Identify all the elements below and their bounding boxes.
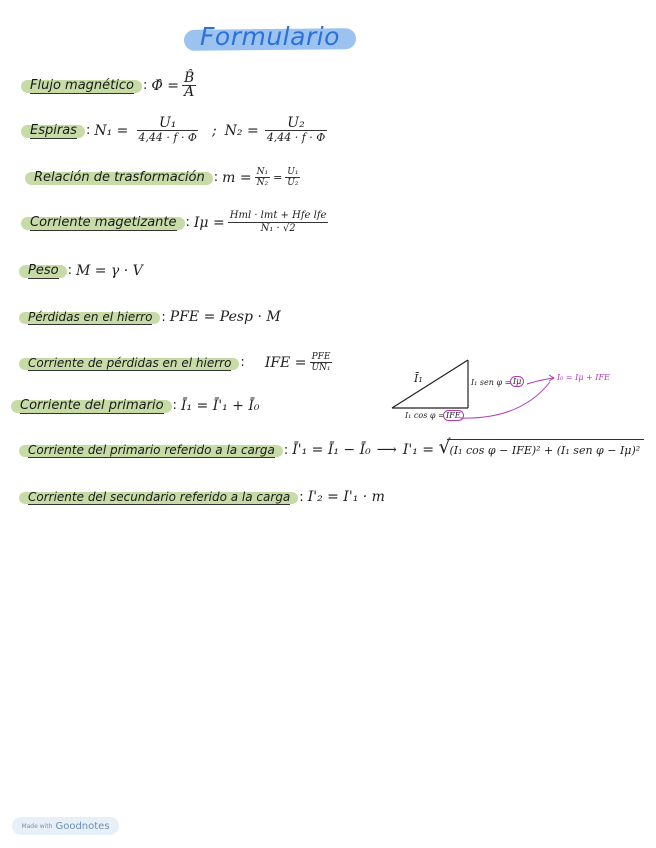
relacion-fraction-u: $\frac{\text{U₁}}{\text{U₂}}$	[287, 167, 299, 188]
espiras-fraction-2: U₂ 4,44 · f · Φ	[266, 115, 326, 144]
formula-row-corriente-sec-ref: Corriente del secundario referido a la carga : I'₂ = I'₁ · m	[22, 489, 385, 505]
formula-row-relacion: Relación de trasformación : m = $\frac{\text{N₁}}{\text{N₂}}$ = $\frac{\text{U₁}}{\text{U₂}}$	[28, 167, 303, 188]
page-title: Formulario	[200, 22, 340, 51]
i0-annotation: I₀ = Iμ + IFE	[557, 373, 610, 382]
flujo-fraction: $\frac{B̂}{A}$	[184, 70, 195, 100]
sqrt-expression: √ (I₁ cos φ − IFE)² + (I₁ sen φ − Iμ)²	[438, 442, 640, 458]
title-banner	[184, 22, 356, 50]
right-side-label: I₁ sen φ =	[471, 378, 512, 387]
label-relacion: Relación de trasformación	[28, 169, 212, 186]
phi-symbol: Φ̂	[151, 77, 163, 94]
formula-row-corriente-perd: Corriente de pérdidas en el hierro : IFE = PFE UN₁	[22, 352, 336, 373]
formula-row-corriente-mag: Corriente magetizante : Iμ = Hml · lmt + Hfe lfe N₁ · √2	[24, 210, 331, 235]
formula-row-espiras: Espiras : N₁ = U₁ 4,44 · f · Φ ; N₂ = U₂ 4,44 · f · Φ	[24, 117, 330, 144]
annotation-arrows	[440, 372, 560, 422]
relacion-fraction-n: $\frac{\text{N₁}}{\text{N₂}}$	[256, 167, 269, 188]
label-corriente-prim-ref: Corriente del primario referido a la carga	[22, 442, 282, 458]
formula-row-perdidas: Pérdidas en el hierro : PFE = Pesp · M	[22, 309, 281, 325]
made-with-text: Made with	[21, 822, 53, 830]
formula-row-flujo: Flujo magnético : Φ̂ = $\frac{B̂}{A}$	[24, 72, 199, 99]
goodnotes-logo: Goodnotes	[55, 820, 110, 832]
peso-formula: M = γ · V	[75, 262, 143, 279]
hyp-label: Ī₁	[414, 372, 423, 385]
formula-row-corriente-prim: Corriente del primario : Ī₁ = Ī'₁ + Ī₀	[14, 397, 259, 414]
imu-circle: Iμ	[510, 376, 524, 387]
formula-row-corriente-prim-ref: Corriente del primario referido a la carga : Ī'₁ = Ī₁ − Ī₀ ⟶ I'₁ = √ (I₁ cos φ − IFE)² + (I₁ sen φ − Iμ)²	[22, 442, 640, 458]
ife-circle: IFE	[443, 410, 464, 421]
corriente-prim-formula: Ī₁ = Ī'₁ + Ī₀	[180, 397, 260, 414]
bottom-side-label: I₁ cos φ =	[405, 411, 445, 420]
label-peso: Peso	[22, 262, 66, 279]
perdidas-formula: PFE = Pesp · M	[169, 309, 281, 325]
corriente-mag-fraction: Hml · lmt + Hfe lfe N₁ · √2	[229, 210, 327, 234]
corriente-sec-ref-formula: I'₂ = I'₁ · m	[307, 489, 385, 505]
goodnotes-badge[interactable]	[12, 817, 119, 835]
espiras-fraction-1: U₁ 4,44 · f · Φ	[138, 115, 197, 144]
label-perdidas: Pérdidas en el hierro	[22, 309, 159, 325]
label-corriente-prim: Corriente del primario	[14, 397, 171, 414]
label-corriente-perd: Corriente de pérdidas en el hierro	[22, 355, 238, 371]
label-espiras: Espiras	[24, 122, 84, 139]
formula-row-peso: Peso : M = γ · V	[22, 262, 143, 279]
label-corriente-mag: Corriente magetizante	[24, 214, 184, 231]
label-flujo: Flujo magnético	[24, 77, 141, 94]
label-corriente-sec-ref: Corriente del secundario referido a la carga	[22, 489, 297, 505]
corriente-perd-fraction: PFE UN₁	[311, 352, 331, 373]
arrow-icon: ⟶	[376, 442, 397, 458]
corriente-prim-ref-formula: Ī'₁ = Ī₁ − Ī₀	[292, 442, 371, 458]
